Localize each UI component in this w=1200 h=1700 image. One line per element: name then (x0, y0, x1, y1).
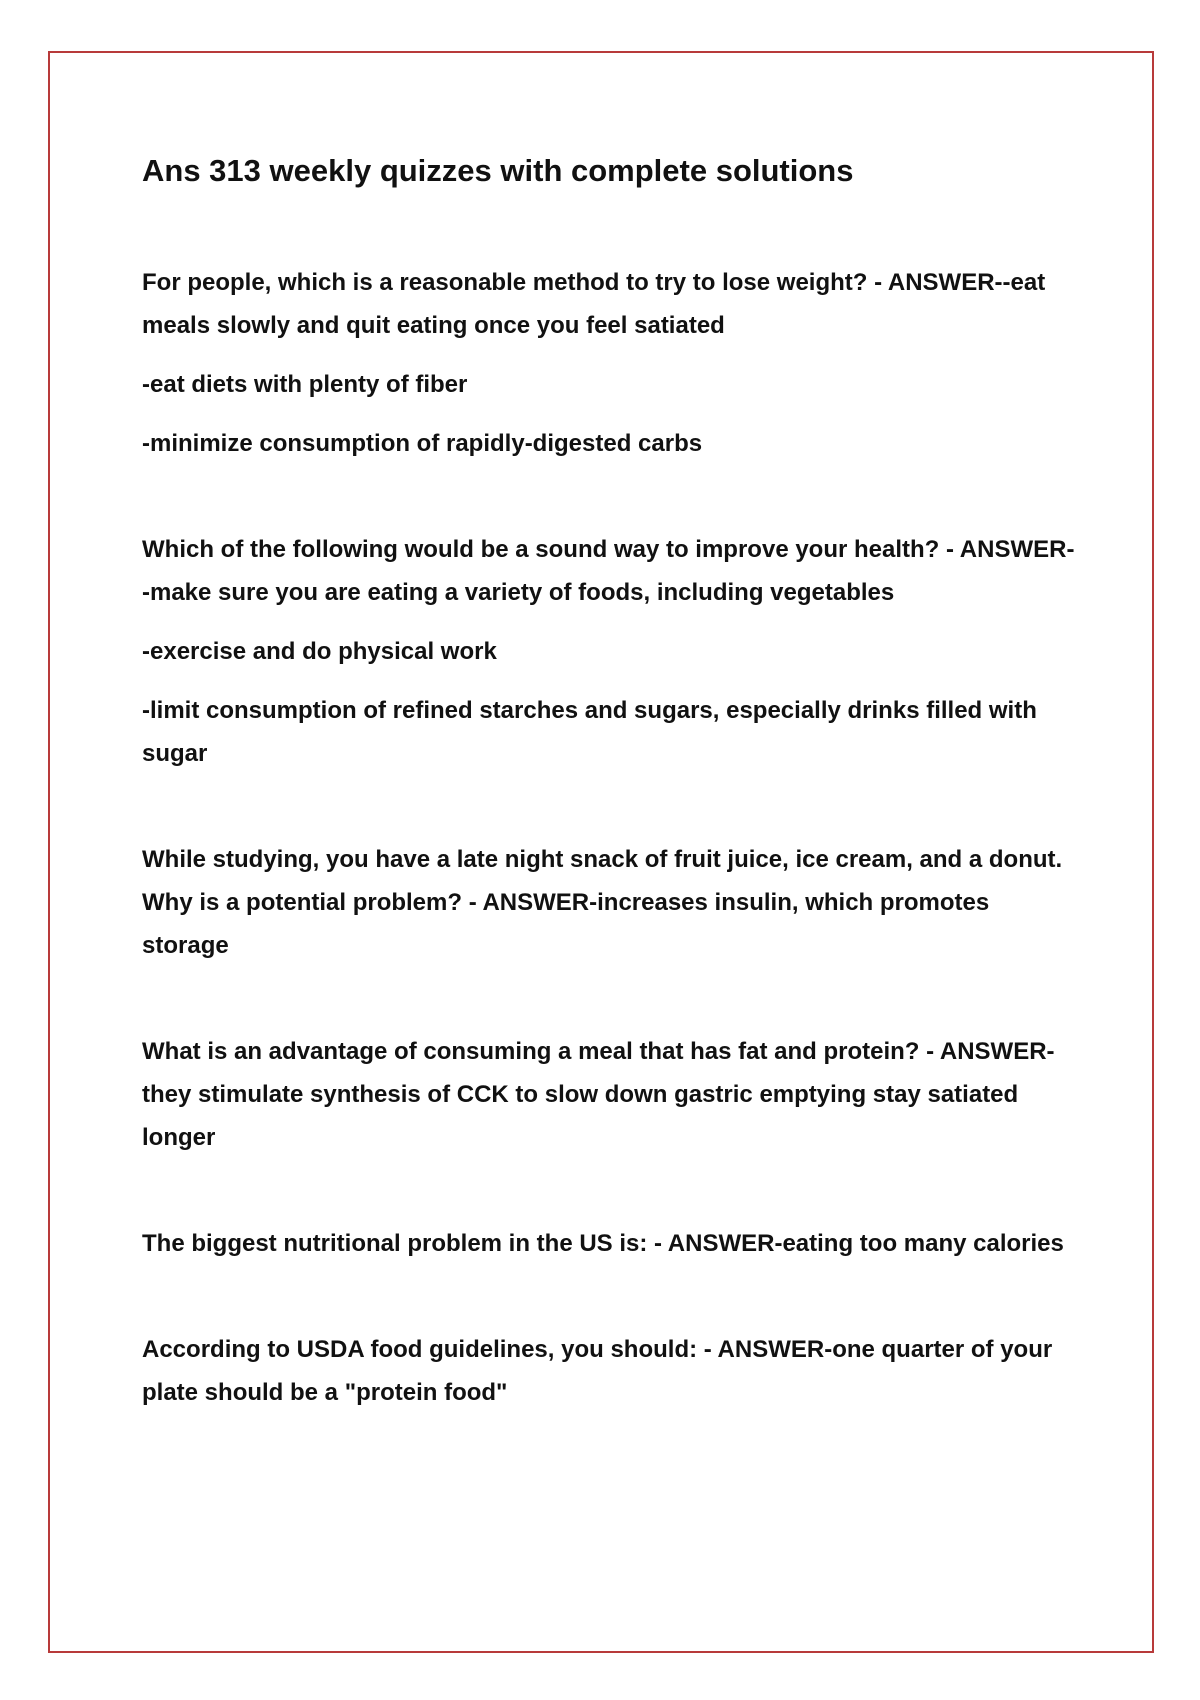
qa-block-2 (142, 528, 1082, 775)
question-text: What is an advantage of consuming a meal that has fat and protein? - ANSWER-they stimulate synthesis of CCK to slow down gastric emptying stay satiated longer (142, 1038, 1055, 1152)
qa-block-6 (142, 1328, 1082, 1414)
answer-item: -limit consumption of refined starches and sugars, especially drinks filled with sugar (142, 697, 1037, 768)
document-title: Ans 313 weekly quizzes with complete solutions (142, 153, 854, 188)
question-text: The biggest nutritional problem in the US is: - ANSWER-eating too many calories (142, 1230, 1064, 1258)
answer-item: -exercise and do physical work (142, 638, 497, 666)
question-text: While studying, you have a late night snack of fruit juice, ice cream, and a donut. Why is a potential problem? - ANSWER-increases insulin, which promotes storage (142, 846, 1063, 960)
question-text: Which of the following would be a sound way to improve your health? - ANSWER--make sure you are eating a variety of foods, including vegetables (142, 536, 1075, 607)
answer-item: -minimize consumption of rapidly-digested carbs (142, 430, 703, 458)
qa-block-3 (142, 838, 1082, 967)
question-text: According to USDA food guidelines, you should: - ANSWER-one quarter of your plate should be a "protein food" (142, 1336, 1053, 1407)
answer-item: -eat diets with plenty of fiber (142, 371, 468, 399)
question-text: For people, which is a reasonable method to try to lose weight? - ANSWER--eat meals slowly and quit eating once you feel satiated (142, 269, 1046, 340)
qa-block-4 (142, 1030, 1082, 1159)
document-content (142, 152, 1082, 1477)
qa-block-5 (142, 1222, 1082, 1265)
qa-block-1 (142, 261, 1082, 465)
